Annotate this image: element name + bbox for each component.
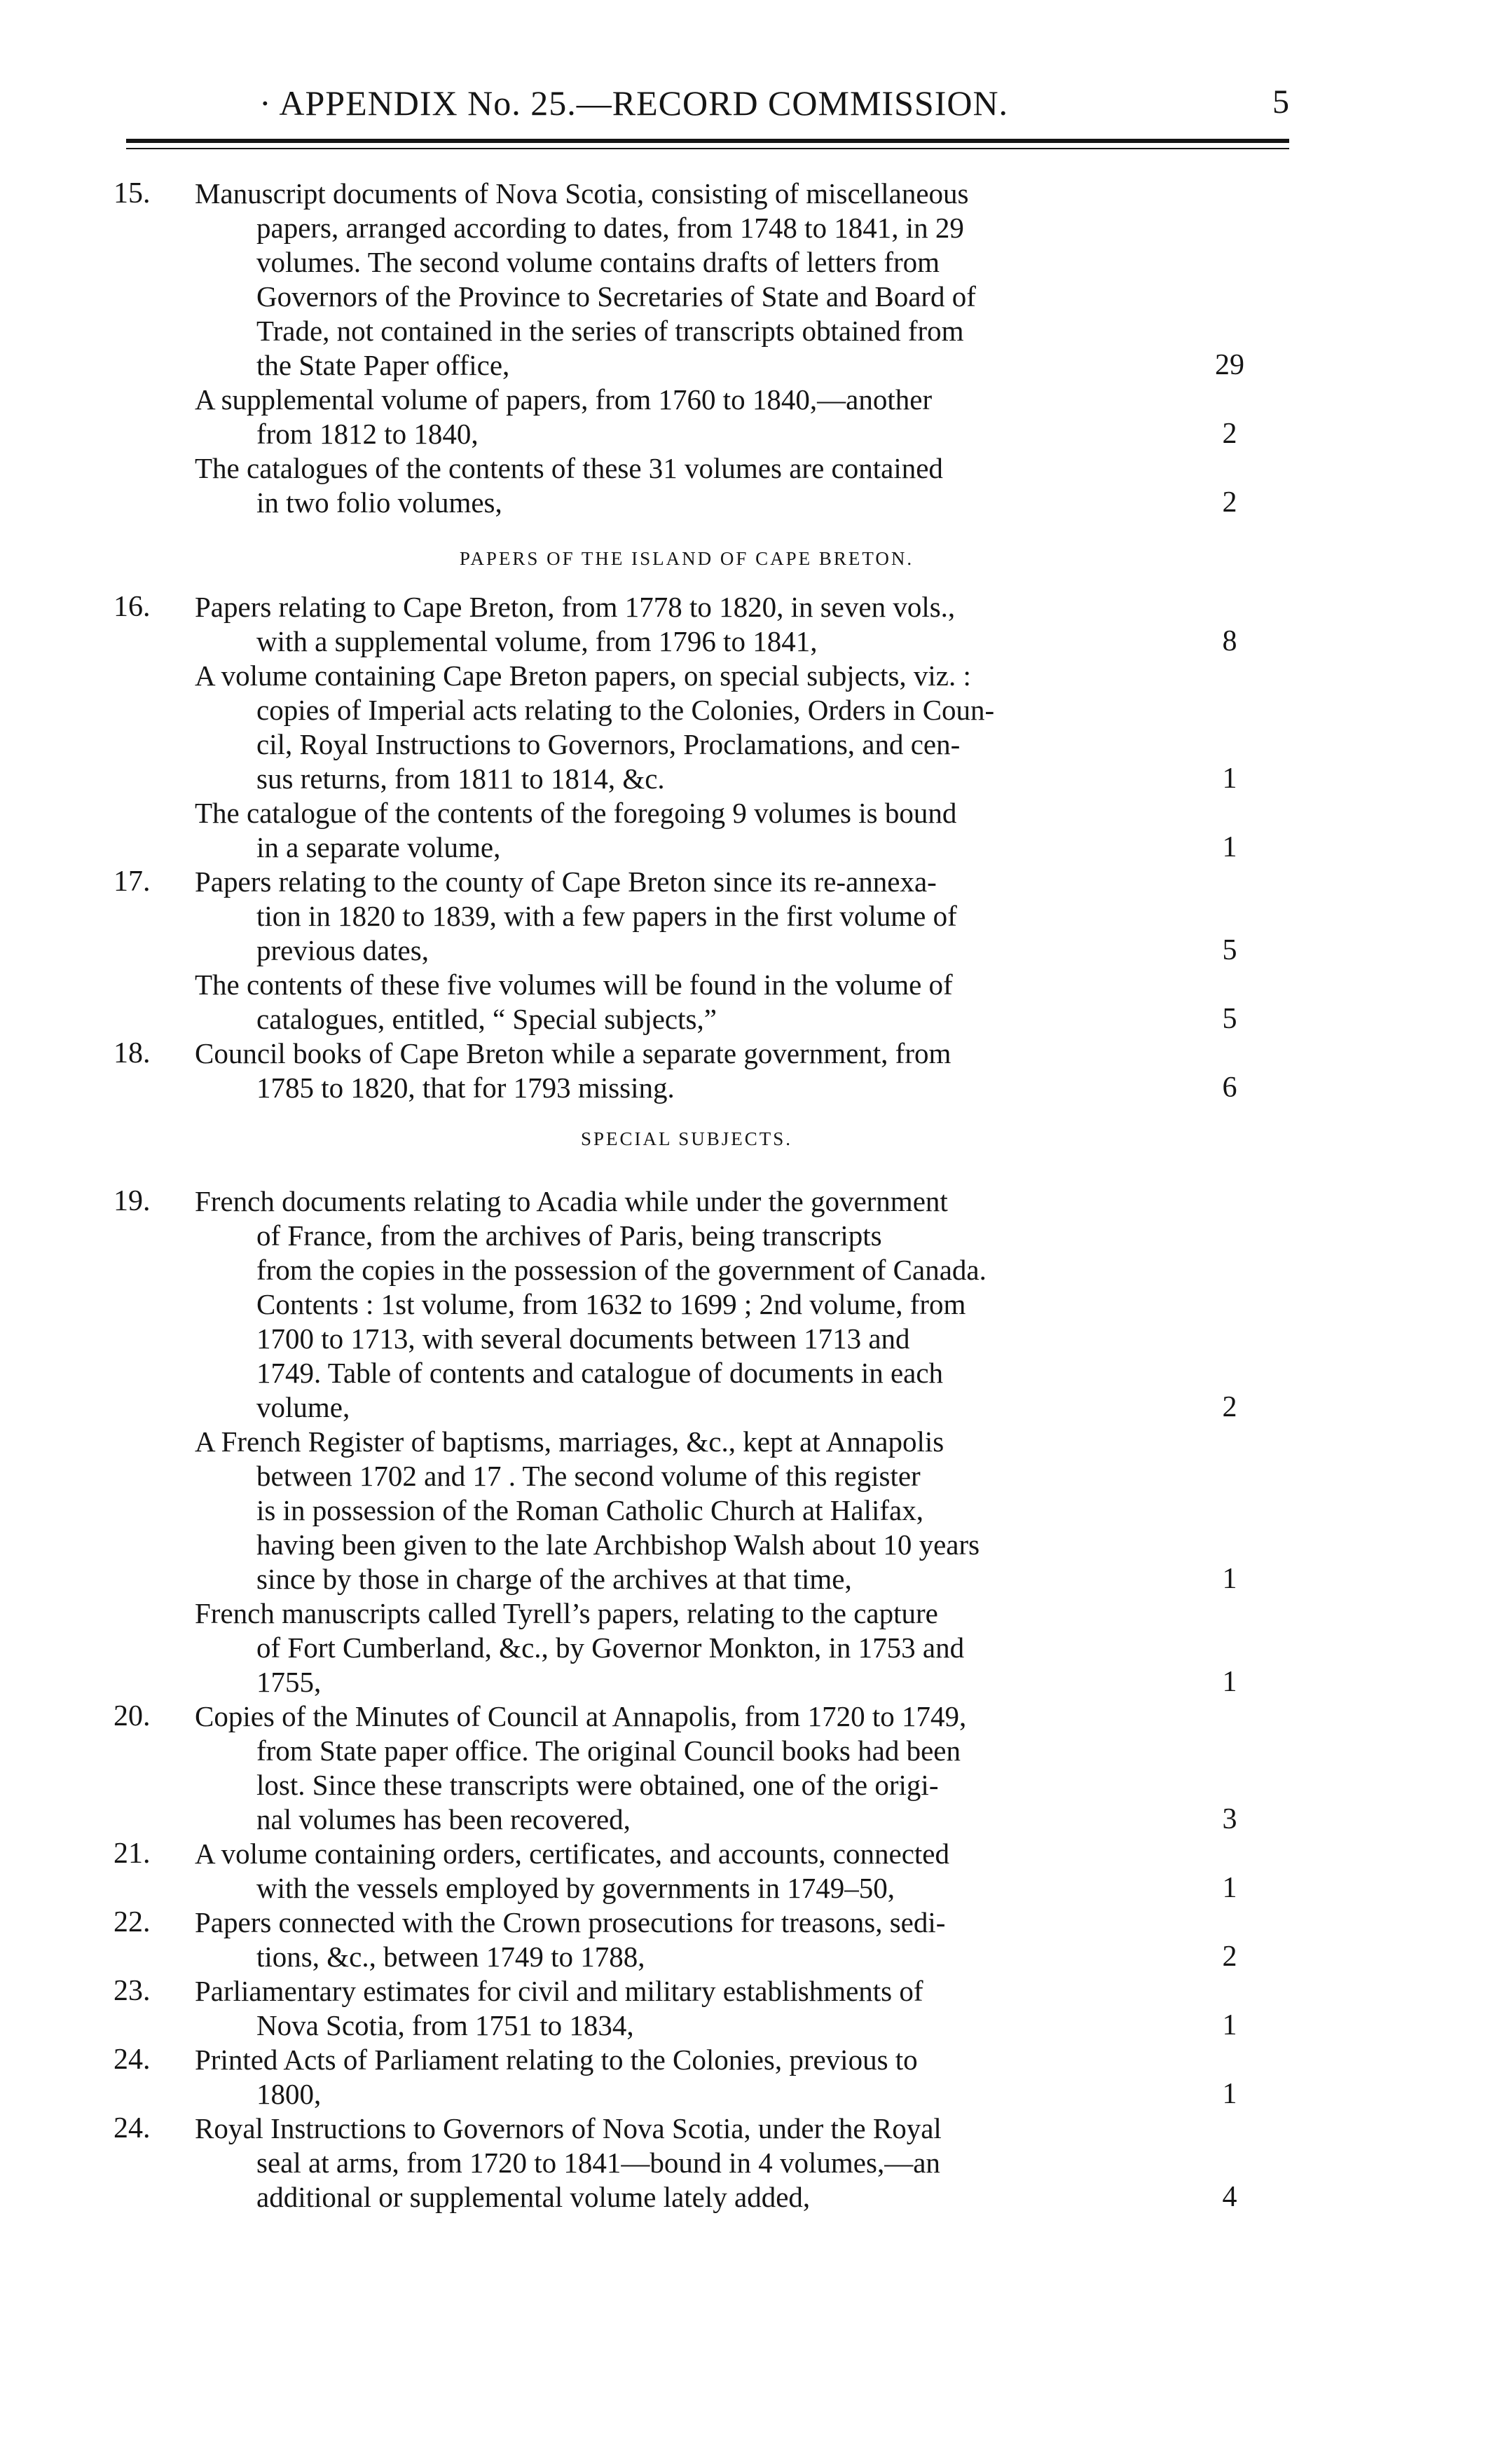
volume-count: 1 xyxy=(1222,1666,1237,1698)
entry-number: 24. xyxy=(114,2044,151,2076)
entry-number: 20. xyxy=(114,1700,151,1732)
volume-count: 1 xyxy=(1222,1563,1237,1595)
entry-text: Parliamentary estimates for civil and military establishments of Nova Scotia, from 1751 to 1834, xyxy=(195,1975,923,2041)
page-number: 5 xyxy=(1272,83,1289,121)
volume-count: 4 xyxy=(1222,2181,1237,2213)
entry-text: French manuscripts called Tyrell’s papers, relating to the capture of Fort Cumberland, &c., by Governor Monkton, in 1753 and 1755, xyxy=(195,1597,965,1698)
page-header xyxy=(259,83,1289,125)
volume-count: 1 xyxy=(1222,2009,1237,2041)
entry-number: 18. xyxy=(114,1037,151,1069)
entry-number: 21. xyxy=(114,1837,151,1870)
entry-text: The contents of these five volumes will be found in the volume of catalogues, entitled, “ Special subjects,” xyxy=(195,969,953,1035)
entry-text: The catalogues of the contents of these 31 volumes are contained in two folio volumes, xyxy=(195,452,943,519)
entry-number: 22. xyxy=(114,1906,151,1938)
entry-text: A volume containing Cape Breton papers, on special subjects, viz. : copies of Imperial acts relating to the Colonies, Orders in Coun- cil, Royal Instructions to Governors, Proclamations, and cen- sus returns, from 1811 to 1814, &c. xyxy=(195,659,995,795)
volume-count: 2 xyxy=(1222,418,1237,450)
volume-count: 2 xyxy=(1222,486,1237,519)
entry-number: 24. xyxy=(114,2112,151,2144)
volume-count: 2 xyxy=(1222,1391,1237,1423)
entry-text: Papers relating to the county of Cape Breton since its re-annexa- tion in 1820 to 1839, with a few papers in the first volume of previous dates, xyxy=(195,865,957,966)
volume-count: 1 xyxy=(1222,762,1237,795)
volume-count: 29 xyxy=(1215,349,1244,381)
entry-number: 23. xyxy=(114,1975,151,2007)
volume-count: 6 xyxy=(1222,1072,1237,1104)
volume-count: 3 xyxy=(1222,1803,1237,1835)
volume-count: 1 xyxy=(1222,1872,1237,1904)
entry-text: Papers relating to Cape Breton, from 1778 to 1820, in seven vols., with a supplemental volume, from 1796 to 1841, xyxy=(195,591,956,657)
entry-number: 16. xyxy=(114,591,151,623)
entry-text: Council books of Cape Breton while a separate government, from 1785 to 1820, that for 1793 missing. xyxy=(195,1037,951,1104)
volume-count: 5 xyxy=(1222,934,1237,966)
entry-text: Papers connected with the Crown prosecutions for treasons, sedi- tions, &c., between 1749 to 1788, xyxy=(195,1906,946,1973)
volume-count: 1 xyxy=(1222,831,1237,863)
entry-number: 17. xyxy=(114,865,151,898)
header-rule-thin xyxy=(126,148,1289,149)
volume-count: 8 xyxy=(1222,625,1237,657)
section-heading: PAPERS OF THE ISLAND OF CAPE BRETON. xyxy=(459,548,914,569)
entry-text: A volume containing orders, certificates, and accounts, connected with the vessels employed by governments in 1749–50, xyxy=(195,1837,949,1904)
entry-text: Manuscript documents of Nova Scotia, consisting of miscellaneous papers, arranged according to dates, from 1748 to 1841, in 29 volumes. The second volume contains drafts of letters from Governors of the Province to Secretaries of State and Board of Trade, not contained in the series of transcripts obtained from the State Paper office, xyxy=(195,177,976,381)
volume-count: 5 xyxy=(1222,1003,1237,1035)
volume-count: 2 xyxy=(1222,1941,1237,1973)
entry-number: 15. xyxy=(114,177,151,210)
entry-text: A supplemental volume of papers, from 1760 to 1840,—another from 1812 to 1840, xyxy=(195,383,933,450)
running-title: · APPENDIX No. 25.—RECORD COMMISSION. xyxy=(259,83,1009,123)
volume-count: 1 xyxy=(1222,2078,1237,2110)
entry-text: French documents relating to Acadia while under the government of France, from the archives of Paris, being transcripts from the copies in the possession of the government of Canada. Contents : 1st volume, from 1632 to 1699 ; 2nd volume, from 1700 to 1713, with several documents between 1713 and 1749. Table of contents and catalogue of documents in each volume, xyxy=(195,1185,987,1423)
entry-text: Copies of the Minutes of Council at Annapolis, from 1720 to 1749, from State paper office. The original Council books had been lost. Since these transcripts were obtained, one of the origi- nal volumes has been recovered, xyxy=(195,1700,967,1835)
entry-text: Printed Acts of Parliament relating to the Colonies, previous to 1800, xyxy=(195,2044,918,2110)
entry-number: 19. xyxy=(114,1185,151,1217)
entry-text: The catalogue of the contents of the foregoing 9 volumes is bound in a separate volume, xyxy=(195,797,957,863)
entry-text: Royal Instructions to Governors of Nova Scotia, under the Royal seal at arms, from 1720 to 1841—bound in 4 volumes,—an additional or supplemental volume lately added, xyxy=(195,2112,942,2213)
header-rule xyxy=(126,139,1289,143)
section-heading: SPECIAL SUBJECTS. xyxy=(580,1128,793,1149)
entry-text: A French Register of baptisms, marriages, &c., kept at Annapolis between 1702 and 17 . The second volume of this register is in possession of the Roman Catholic Church at Halifax, having been given to the late Archbishop Walsh about 10 years since by those in charge of the archives at that time, xyxy=(195,1425,980,1595)
